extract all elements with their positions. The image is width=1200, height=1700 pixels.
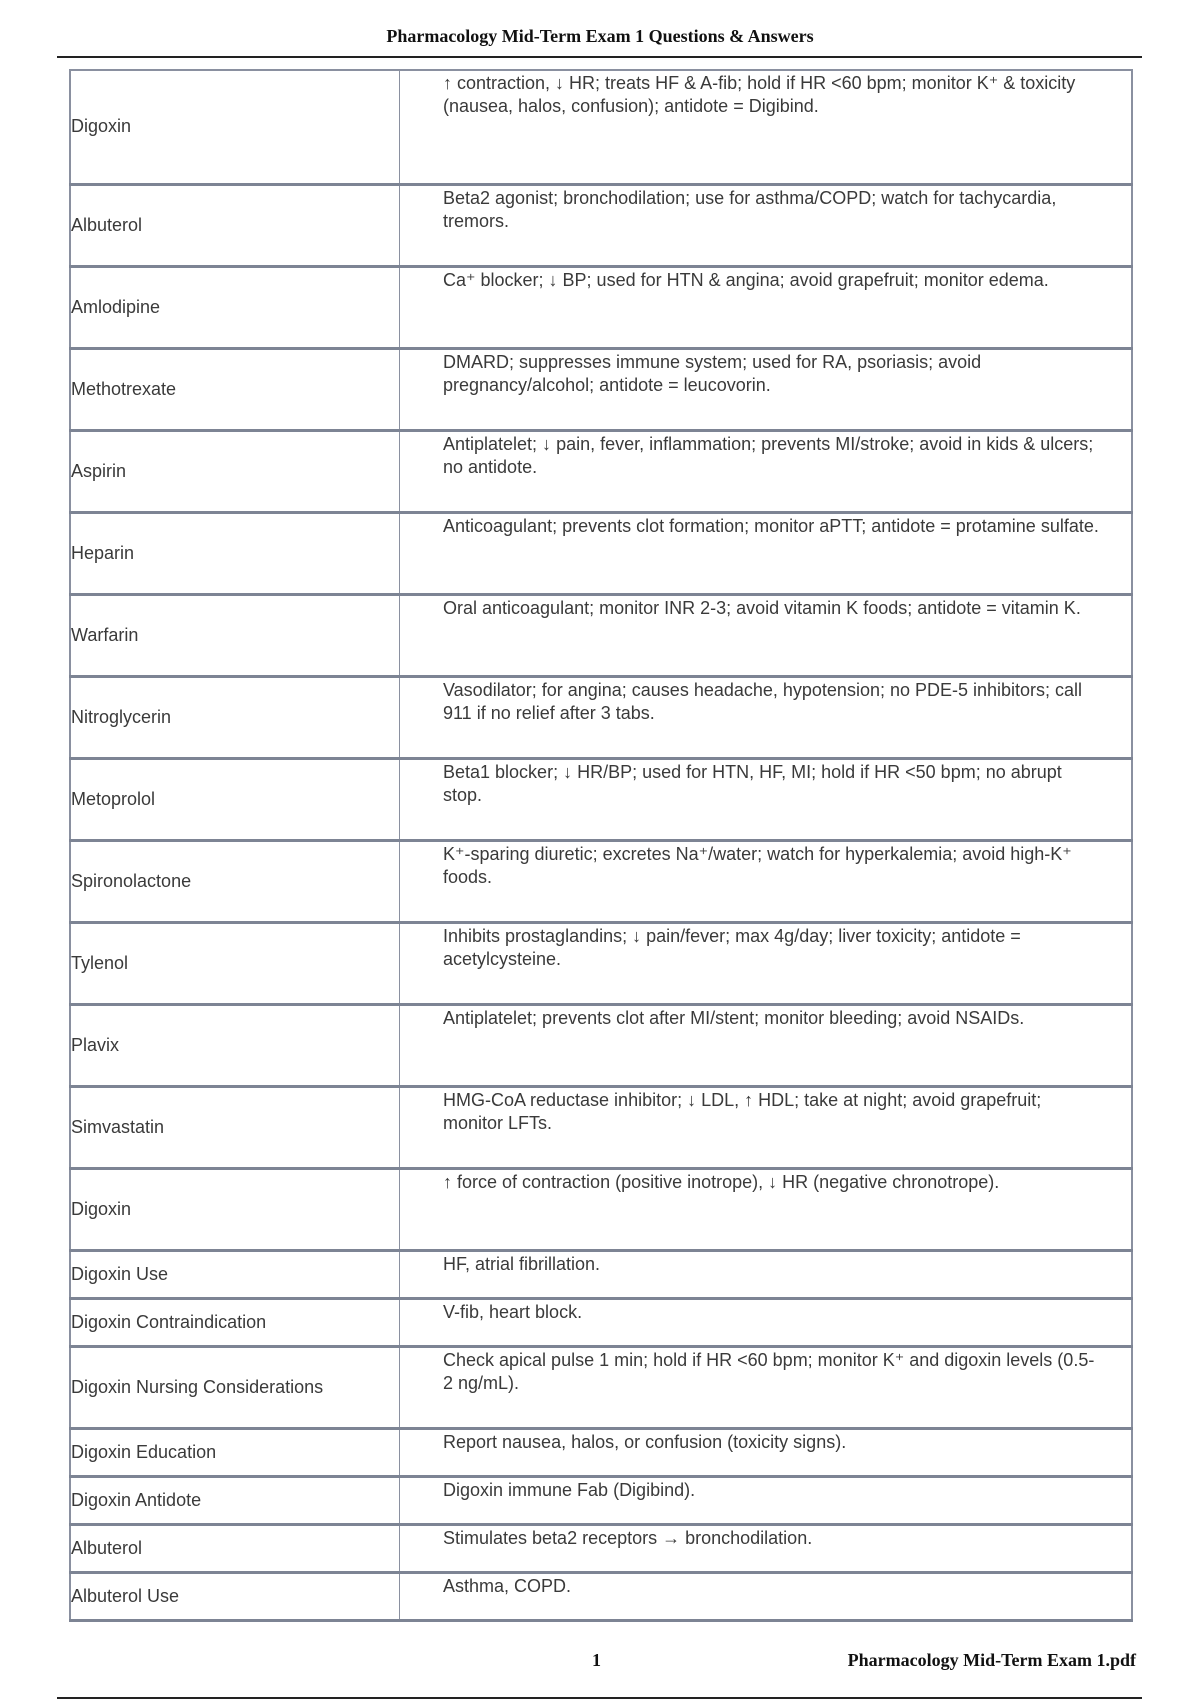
definition-cell: Beta1 blocker; ↓ HR/BP; used for HTN, HF, MI; hold if HR <50 bpm; no abrupt stop. [400,758,1133,840]
term-cell: Methotrexate [70,348,400,430]
definition-cell: ↑ contraction, ↓ HR; treats HF & A-fib; hold if HR <60 bpm; monitor K⁺ & toxicity (nausea, halos, confusion); antidote = Digibind. [400,70,1133,184]
table-row [70,1572,1132,1620]
table-row [70,1428,1132,1476]
term-cell: Albuterol Use [70,1572,400,1620]
definition-cell: Ca⁺ blocker; ↓ BP; used for HTN & angina; avoid grapefruit; monitor edema. [400,266,1133,348]
term-cell: Aspirin [70,430,400,512]
definition-cell: Digoxin immune Fab (Digibind). [400,1476,1133,1524]
term-cell: Nitroglycerin [70,676,400,758]
term-cell: Digoxin Education [70,1428,400,1476]
table-row [70,840,1132,922]
table-row [70,184,1132,266]
footer-rule [57,1697,1142,1699]
table-row [70,1004,1132,1086]
term-cell: Digoxin [70,70,400,184]
table-row [70,1086,1132,1168]
page-number: 1 [592,1650,601,1670]
term-cell: Metoprolol [70,758,400,840]
term-cell: Tylenol [70,922,400,1004]
term-cell: Simvastatin [70,1086,400,1168]
table-row [70,1298,1132,1346]
definition-cell: ↑ force of contraction (positive inotrope), ↓ HR (negative chronotrope). [400,1168,1133,1250]
definition-cell: Antiplatelet; ↓ pain, fever, inflammation; prevents MI/stroke; avoid in kids & ulcers; no antidote. [400,430,1133,512]
definition-cell: DMARD; suppresses immune system; used for RA, psoriasis; avoid pregnancy/alcohol; antidote = leucovorin. [400,348,1133,430]
term-cell: Digoxin Nursing Considerations [70,1346,400,1428]
table-row [70,430,1132,512]
footer-file-name: Pharmacology Mid-Term Exam 1.pdf [847,1650,1136,1670]
term-cell: Digoxin Use [70,1250,400,1298]
definition-cell: Oral anticoagulant; monitor INR 2-3; avoid vitamin K foods; antidote = vitamin K. [400,594,1133,676]
table-row [70,922,1132,1004]
definition-cell: Check apical pulse 1 min; hold if HR <60 bpm; monitor K⁺ and digoxin levels (0.5-2 ng/mL). [400,1346,1133,1428]
header-rule [57,56,1142,58]
table-row [70,1476,1132,1524]
table-row [70,512,1132,594]
definition-cell: K⁺-sparing diuretic; excretes Na⁺/water; watch for hyperkalemia; avoid high-K⁺ foods. [400,840,1133,922]
table-row [70,594,1132,676]
table-row [70,1250,1132,1298]
table-row [70,1168,1132,1250]
definition-cell: Vasodilator; for angina; causes headache, hypotension; no PDE-5 inhibitors; call 911 if no relief after 3 tabs. [400,676,1133,758]
table-row [70,266,1132,348]
definition-cell: Asthma, COPD. [400,1572,1133,1620]
term-cell: Digoxin Contraindication [70,1298,400,1346]
page-title: Pharmacology Mid-Term Exam 1 Questions & Answers [386,26,814,46]
table-row [70,348,1132,430]
table-row [70,758,1132,840]
definition-cell: Report nausea, halos, or confusion (toxicity signs). [400,1428,1133,1476]
table-row [70,676,1132,758]
definition-cell: Antiplatelet; prevents clot after MI/stent; monitor bleeding; avoid NSAIDs. [400,1004,1133,1086]
definition-cell: V-fib, heart block. [400,1298,1133,1346]
term-cell: Heparin [70,512,400,594]
definition-cell: Stimulates beta2 receptors → bronchodilation. [400,1524,1133,1572]
table-row [70,1524,1132,1572]
qa-table [69,69,1133,1622]
definition-cell: Inhibits prostaglandins; ↓ pain/fever; max 4g/day; liver toxicity; antidote = acetylcysteine. [400,922,1133,1004]
term-cell: Warfarin [70,594,400,676]
term-cell: Albuterol [70,184,400,266]
definition-cell: HF, atrial fibrillation. [400,1250,1133,1298]
term-cell: Digoxin Antidote [70,1476,400,1524]
term-cell: Plavix [70,1004,400,1086]
table-row [70,70,1132,184]
table-row [70,1346,1132,1428]
term-cell: Albuterol [70,1524,400,1572]
definition-cell: Beta2 agonist; bronchodilation; use for asthma/COPD; watch for tachycardia, tremors. [400,184,1133,266]
term-cell: Digoxin [70,1168,400,1250]
term-cell: Spironolactone [70,840,400,922]
definition-cell: HMG-CoA reductase inhibitor; ↓ LDL, ↑ HDL; take at night; avoid grapefruit; monitor LFTs. [400,1086,1133,1168]
definition-cell: Anticoagulant; prevents clot formation; monitor aPTT; antidote = protamine sulfate. [400,512,1133,594]
term-cell: Amlodipine [70,266,400,348]
